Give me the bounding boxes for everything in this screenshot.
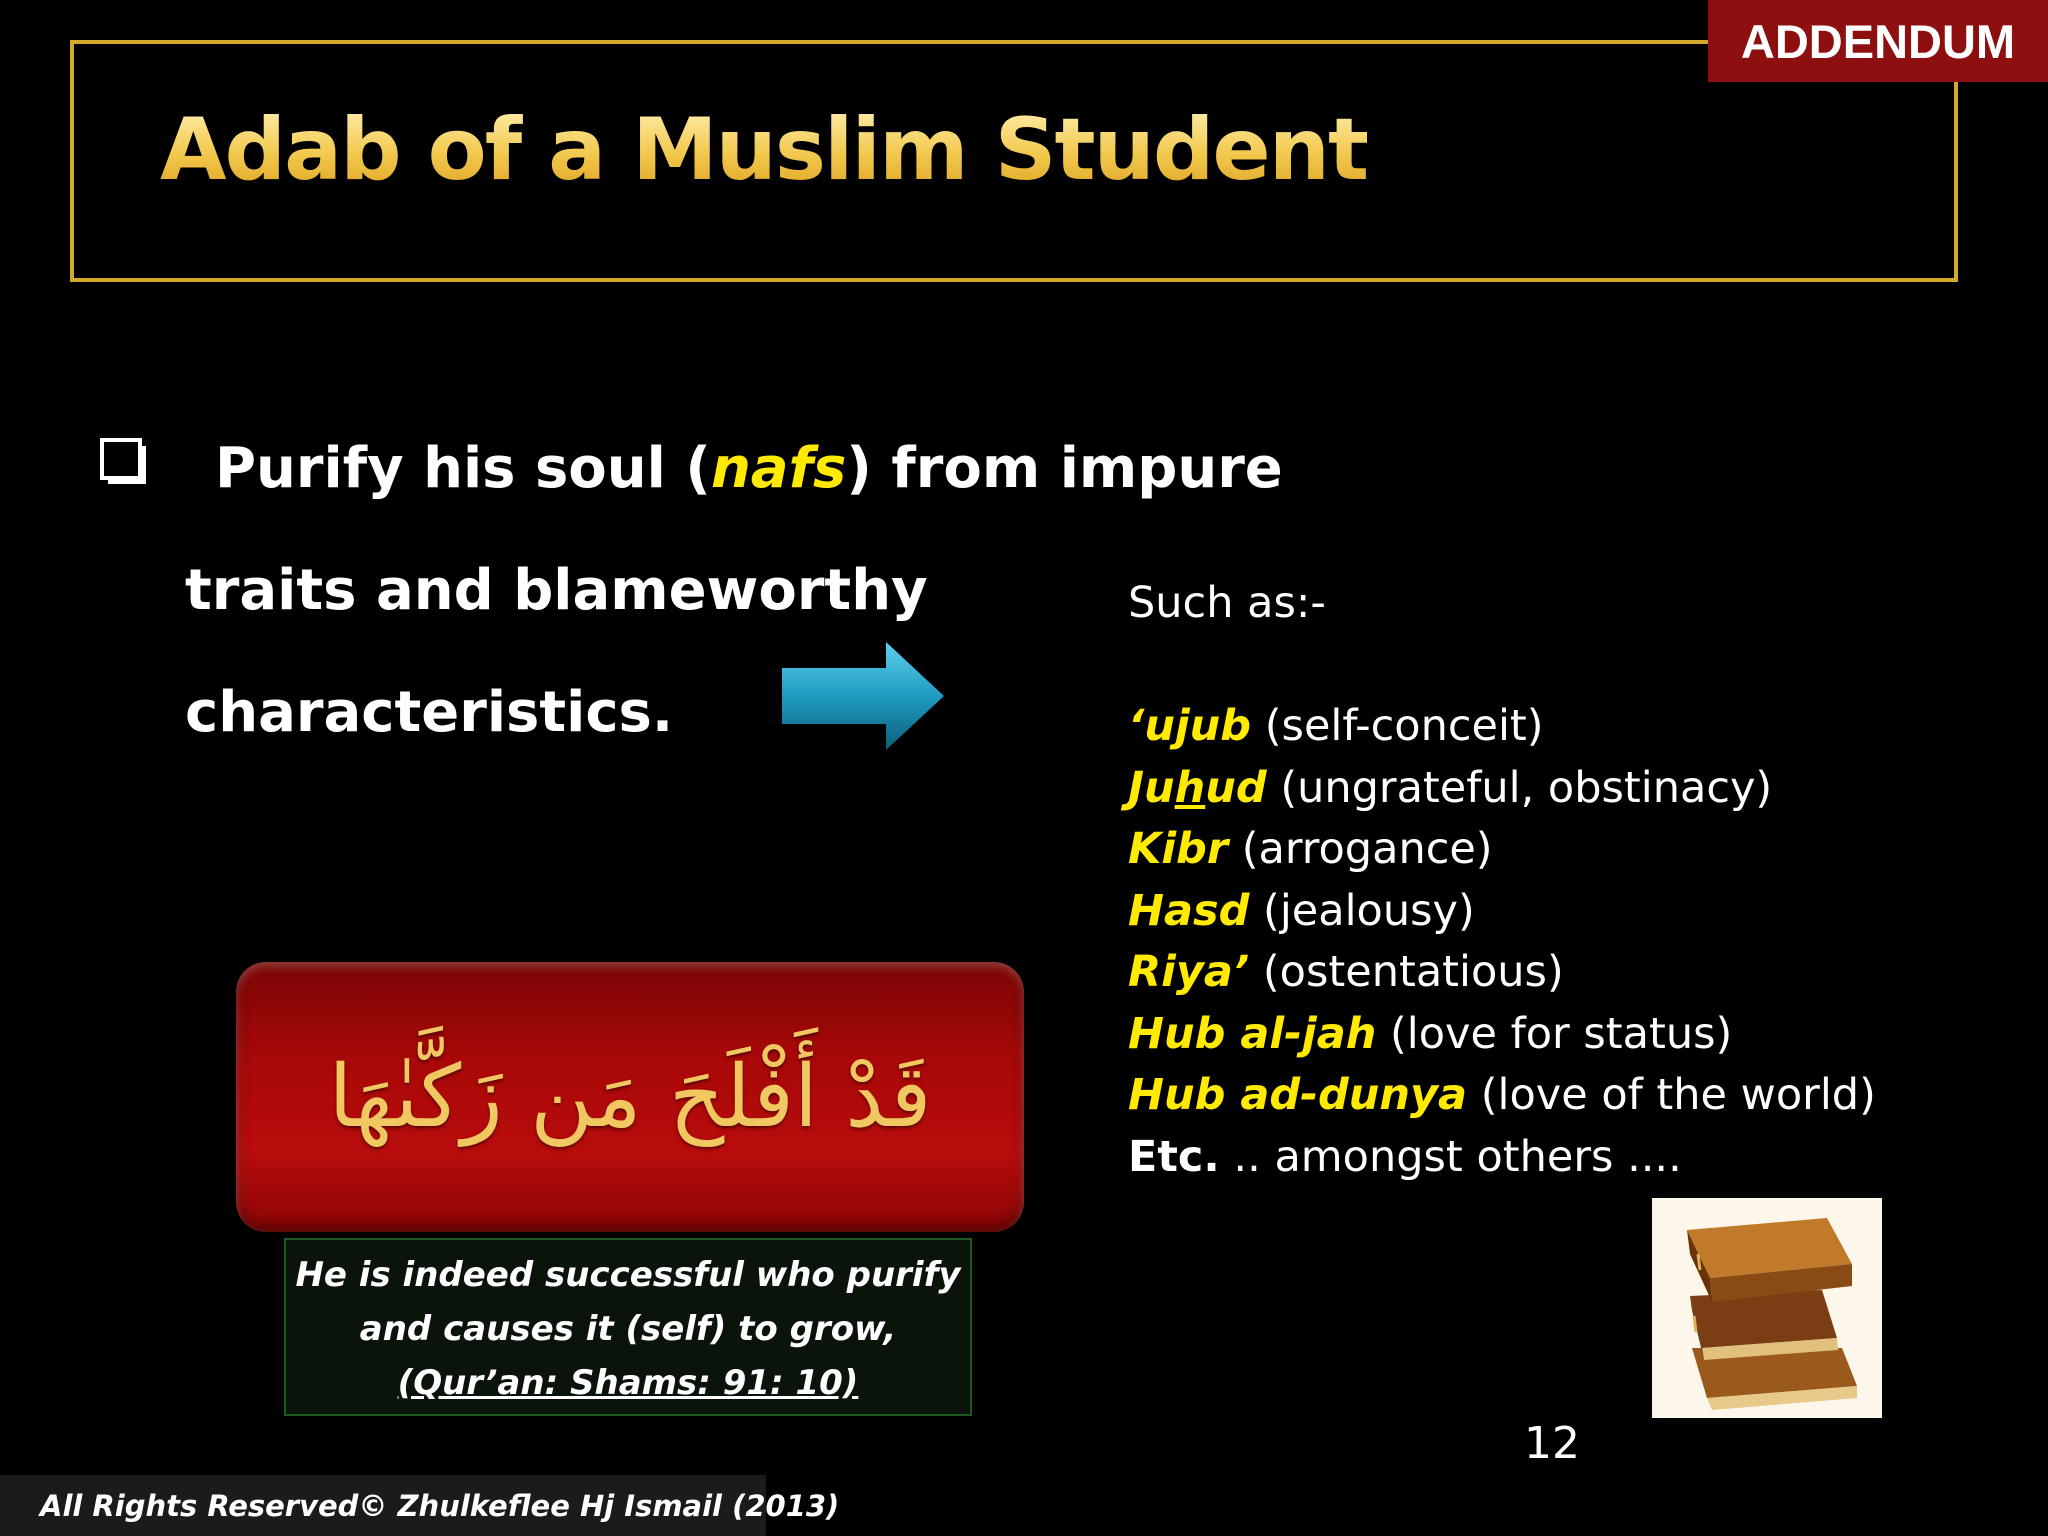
trait-desc: .. amongst others .... [1219, 1131, 1682, 1182]
trait-term: Hub ad-dunya [1128, 1070, 1468, 1120]
footer-bar [0, 1475, 840, 1536]
trait-desc: (jealousy) [1249, 885, 1475, 936]
traits-list [1128, 696, 1876, 1188]
list-item [1128, 758, 1876, 820]
addendum-label: ADDENDUM [1740, 14, 2016, 68]
bullet-line-3: characteristics. [185, 680, 674, 745]
trait-term: Hub al-jah [1128, 1008, 1377, 1059]
trait-term: Juhud [1128, 762, 1267, 813]
slide-title: Adab of a Muslim Student [160, 100, 1368, 200]
bullet-text: Purify his soul ( [215, 436, 711, 501]
arabic-verse: قَدْ أَفْلَحَ مَن زَكَّىٰهَا [328, 1047, 932, 1147]
highlight-term-nafs: nafs [710, 436, 847, 501]
verse-panel [236, 962, 1024, 1232]
trait-term: Riya’ [1128, 947, 1250, 997]
trait-desc: (arrogance) [1228, 824, 1493, 874]
list-item [1128, 696, 1876, 758]
list-item [1128, 1004, 1876, 1066]
translation-line-2: and causes it (self) to grow, [359, 1309, 897, 1349]
trait-desc: (love for status) [1376, 1008, 1733, 1059]
trait-desc: (love of the world) [1467, 1070, 1876, 1120]
trait-desc: (ostentatious) [1249, 947, 1564, 997]
translation-box [284, 1238, 972, 1416]
page-number: 12 [1524, 1418, 1580, 1469]
bullet-line-2: traits and blameworthy [185, 558, 928, 623]
list-item [1128, 1127, 1876, 1189]
right-arrow-icon [780, 640, 946, 752]
trait-term: ‘ujub [1128, 701, 1252, 751]
bullet-text: ) from impure [846, 436, 1283, 501]
trait-term: Kibr [1128, 824, 1229, 874]
quran-citation: (Qur’an: Shams: 91: 10) [397, 1363, 859, 1403]
bullet-line-1 [215, 436, 1283, 501]
list-item [1128, 881, 1876, 943]
addendum-badge [1708, 0, 2048, 82]
trait-term: Hasd [1128, 885, 1250, 936]
trait-desc: (ungrateful, obstinacy) [1266, 762, 1773, 813]
trait-term: Etc. [1128, 1131, 1220, 1182]
checkbox-icon [100, 438, 150, 488]
list-item [1128, 1065, 1876, 1127]
list-item [1128, 819, 1876, 881]
translation-line-1: He is indeed successful who purify [295, 1255, 961, 1295]
list-item [1128, 942, 1876, 1004]
copyright-text: All Rights Reserved© Zhulkeflee Hj Ismail (2013) [40, 1488, 840, 1523]
such-as-label: Such as:- [1128, 578, 1326, 628]
trait-desc: (self-conceit) [1251, 701, 1544, 751]
books-image [1652, 1198, 1882, 1418]
